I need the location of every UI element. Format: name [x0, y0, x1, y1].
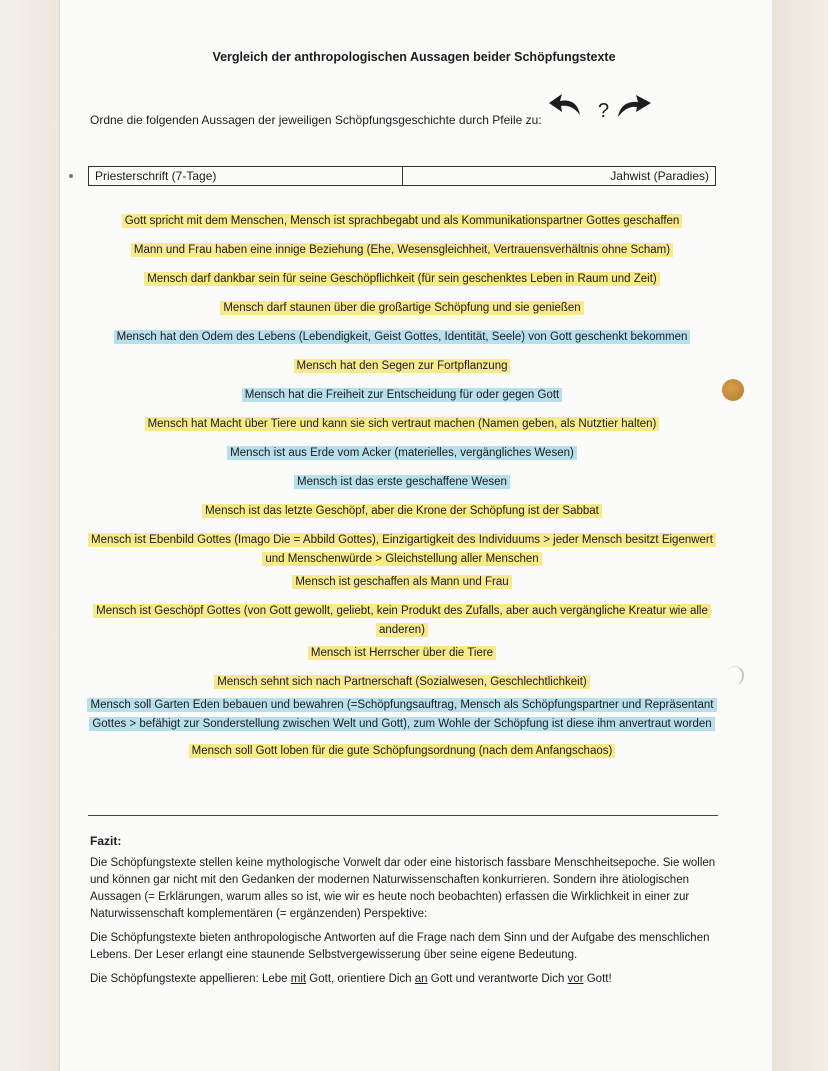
- background-right: [772, 0, 828, 1071]
- fazit-paragraph-2: Die Schöpfungstexte bieten anthropologische Antworten auf die Frage nach dem Sinn und der Aufgabe des menschlichen Lebens. Der Leser erlangt eine staunende Selbstvergewisserung über seine eigene Bedeutung.: [90, 932, 710, 961]
- statement-item: [86, 473, 718, 492]
- underlined-word: vor: [567, 973, 584, 985]
- statement-text: Mensch ist geschaffen als Mann und Frau: [292, 575, 511, 589]
- fazit-heading: Fazit:: [90, 834, 122, 848]
- text-segment: Gott!: [583, 973, 612, 985]
- punch-hole-outline: [726, 666, 744, 685]
- arrow-symbols: [548, 85, 658, 125]
- statement-item: [86, 328, 718, 347]
- column-jahwist: Jahwist (Paradies): [610, 169, 709, 183]
- instruction-text: Ordne die folgenden Aussagen der jeweiligen Schöpfungsgeschichte durch Pfeile zu:: [90, 113, 542, 127]
- divider: [88, 815, 718, 816]
- punch-hole: [722, 379, 744, 401]
- fazit-text: [90, 855, 720, 995]
- fazit-paragraph-1: Die Schöpfungstexte stellen keine mythologische Vorwelt dar oder eine historisch fassbare Menschheitsepoche. Sie wollen und können gar nicht mit den Gedanken der modernen Naturwissenschaften konkurrieren. Sondern ihre ätiologischen Aussagen (= Erklärungen, warum alles so ist, wie wir es heute noch beobachten) erfassen die Wirklichkeit in einer zur Naturwissenschaft komplementären (= ergänzenden) Perspektive:: [90, 857, 716, 920]
- statement-item: [86, 444, 718, 463]
- statement-item: [86, 673, 718, 692]
- statement-text: Mensch darf staunen über die großartige Schöpfung und sie genießen: [220, 301, 583, 315]
- statement-text: Mann und Frau haben eine innige Beziehung (Ehe, Wesensgleichheit, Vertrauensverhältnis ohne Scham): [131, 243, 673, 257]
- column-priesterschrift: Priesterschrift (7-Tage): [89, 167, 403, 185]
- statement-text: Mensch darf dankbar sein für seine Geschöpflichkeit (für sein geschenktes Leben in Raum und Zeit): [144, 272, 659, 286]
- statement-item: [86, 415, 718, 434]
- background-left: [0, 0, 60, 1071]
- statement-text: Mensch hat den Segen zur Fortpflanzung: [294, 359, 511, 373]
- statement-text: Mensch hat Macht über Tiere und kann sie sich vertraut machen (Namen geben, als Nutztier halten): [145, 417, 660, 431]
- statement-text: Mensch sehnt sich nach Partnerschaft (Sozialwesen, Geschlechtlichkeit): [214, 675, 589, 689]
- arrow-left-icon: [549, 94, 580, 115]
- statement-text: Mensch ist aus Erde vom Acker (materielles, vergängliches Wesen): [227, 446, 577, 460]
- text-segment: Gott, orientiere Dich: [306, 973, 415, 985]
- arrow-right-icon: [618, 95, 651, 117]
- statement-item: [86, 270, 718, 289]
- mark-dot: [69, 174, 73, 178]
- question-mark: ?: [598, 100, 610, 122]
- statement-text: Gott spricht mit dem Menschen, Mensch ist sprachbegabt und als Kommunikationspartner Gottes geschaffen: [122, 214, 683, 228]
- statement-text: Mensch hat den Odem des Lebens (Lebendigkeit, Geist Gottes, Identität, Seele) von Gott geschenkt bekommen: [114, 330, 691, 344]
- statement-item: [86, 742, 718, 761]
- text-segment: Gott und verantworte Dich: [427, 973, 568, 985]
- statement-item: [86, 644, 718, 663]
- statement-item: [86, 531, 718, 569]
- statement-list: [86, 212, 718, 761]
- underlined-word: an: [414, 973, 428, 985]
- statement-item: [86, 573, 718, 592]
- statement-text: Mensch ist das erste geschaffene Wesen: [294, 475, 510, 489]
- statement-text: Mensch ist Geschöpf Gottes (von Gott gewollt, geliebt, kein Produkt des Zufalls, aber auch vergängliche Kreatur wie alle anderen): [93, 604, 711, 637]
- statement-item: [86, 696, 718, 734]
- statement-item: [86, 212, 718, 231]
- fazit-paragraph-3: [90, 971, 720, 988]
- statement-item: [86, 602, 718, 640]
- underlined-word: mit: [290, 973, 307, 985]
- statement-text: Mensch ist das letzte Geschöpf, aber die Krone der Schöpfung ist der Sabbat: [202, 504, 602, 518]
- page-title: Vergleich der anthropologischen Aussagen beider Schöpfungstexte: [212, 50, 616, 64]
- statement-text: Mensch hat die Freiheit zur Entscheidung für oder gegen Gott: [242, 388, 563, 402]
- statement-item: [86, 386, 718, 405]
- assignment-table-header: [88, 166, 716, 186]
- text-segment: Die Schöpfungstexte appellieren: Lebe: [90, 973, 291, 985]
- statement-item: [86, 357, 718, 376]
- statement-item: [86, 502, 718, 521]
- statement-text: Mensch soll Garten Eden bebauen und bewahren (=Schöpfungsauftrag, Mensch als Schöpfungspartner und Repräsentant Gottes > befähigt zur Sonderstellung zwischen Welt und Gott), zum Wohle der Schöpfung ist diese ihm anvertraut worden: [87, 698, 716, 731]
- statement-text: Mensch ist Herrscher über die Tiere: [308, 646, 496, 660]
- statement-item: [86, 299, 718, 318]
- statement-text: Mensch ist Ebenbild Gottes (Imago Die = Abbild Gottes), Einzigartigkeit des Individuums > jeder Mensch besitzt Eigenwert und Menschenwürde > Gleichstellung aller Menschen: [88, 533, 716, 566]
- statement-item: [86, 241, 718, 260]
- statement-text: Mensch soll Gott loben für die gute Schöpfungsordnung (nach dem Anfangschaos): [189, 744, 616, 758]
